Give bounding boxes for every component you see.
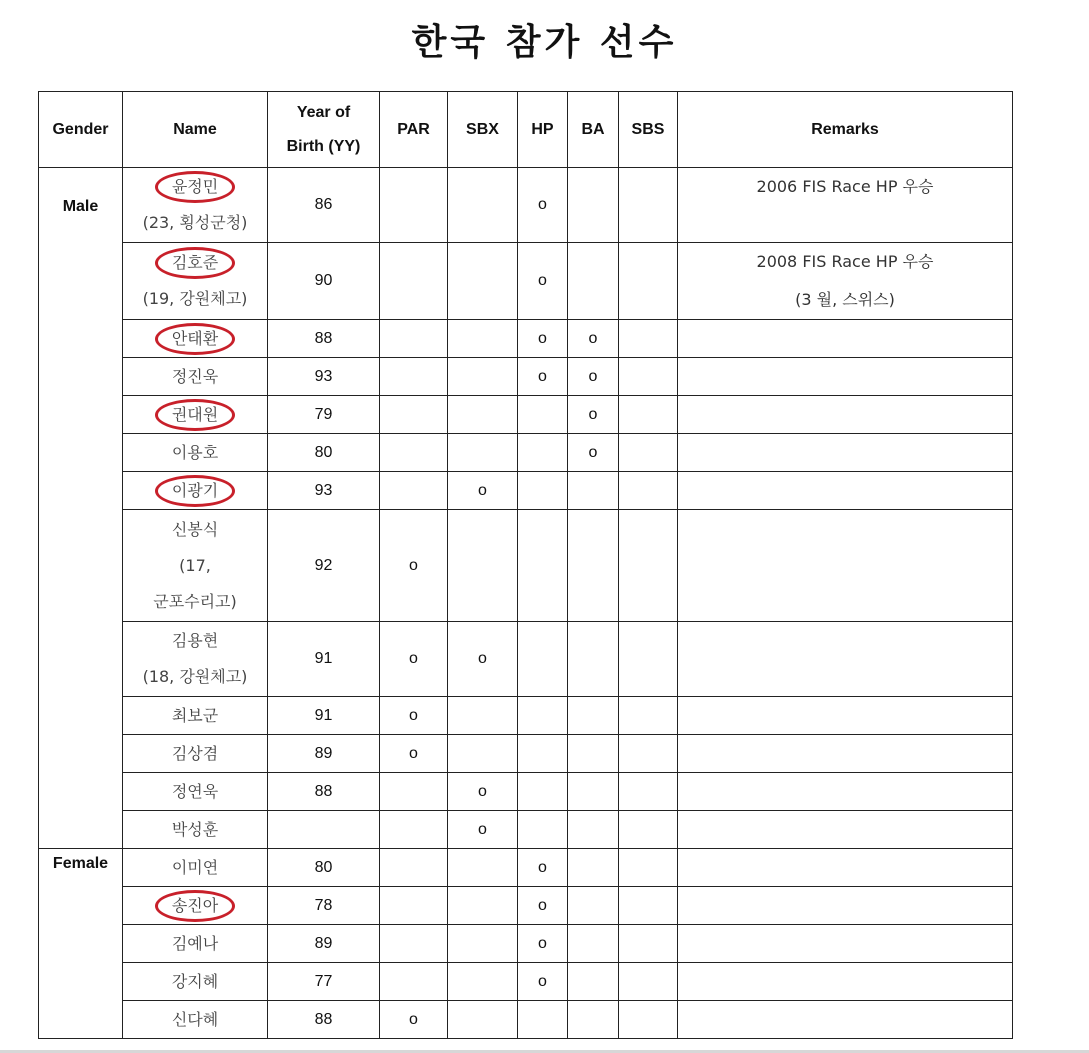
athlete-name: 권대원: [155, 399, 235, 431]
event-sbs-mark: [619, 697, 678, 735]
birth-year: 80: [268, 434, 380, 472]
birth-year: 93: [268, 472, 380, 510]
event-ba-mark: [568, 963, 619, 1001]
event-sbs-mark: [619, 243, 678, 320]
event-ba-mark: [568, 472, 619, 510]
event-sbx-mark: o: [448, 622, 518, 697]
header-par: PAR: [380, 92, 448, 168]
event-sbs-mark: [619, 849, 678, 887]
birth-year: 92: [268, 510, 380, 622]
event-ba-mark: o: [568, 320, 619, 358]
header-year-line2: Birth (YY): [286, 137, 361, 155]
birth-year: 86: [268, 168, 380, 243]
birth-year: 91: [268, 622, 380, 697]
birth-year: 90: [268, 243, 380, 320]
event-sbs-mark: [619, 396, 678, 434]
event-sbx-mark: [448, 510, 518, 622]
event-hp-mark: [518, 472, 568, 510]
event-par-mark: [380, 963, 448, 1001]
athlete-name: 김용현: [171, 631, 219, 650]
header-sbx: SBX: [448, 92, 518, 168]
remarks-cell: [678, 434, 1013, 472]
table-row: [39, 811, 1013, 849]
remark-line: 2006 FIS Race HP 우승: [756, 177, 934, 196]
event-hp-mark: o: [518, 243, 568, 320]
event-sbs-mark: [619, 1001, 678, 1039]
table-row: [39, 773, 1013, 811]
event-sbx-mark: [448, 849, 518, 887]
table-row: [39, 358, 1013, 396]
table-row: [39, 510, 1013, 622]
event-hp-mark: o: [518, 320, 568, 358]
athlete-name-cell: [123, 849, 268, 887]
event-ba-mark: [568, 887, 619, 925]
birth-year: 89: [268, 735, 380, 773]
remarks-cell: [678, 358, 1013, 396]
birth-year: 77: [268, 963, 380, 1001]
event-hp-mark: [518, 735, 568, 773]
athlete-name-cell: [123, 396, 268, 434]
athlete-name-cell: [123, 434, 268, 472]
gender-male: Male: [39, 168, 123, 849]
event-sbs-mark: [619, 168, 678, 243]
athlete-name-cell: [123, 697, 268, 735]
athlete-name: 김예나: [171, 933, 219, 953]
birth-year: 88: [268, 320, 380, 358]
event-par-mark: [380, 168, 448, 243]
remarks-cell: [678, 849, 1013, 887]
athlete-name: 송진아: [155, 890, 235, 922]
header-hp: HP: [518, 92, 568, 168]
header-year-line1: Year of: [296, 103, 351, 121]
event-sbx-mark: [448, 243, 518, 320]
event-sbx-mark: [448, 320, 518, 358]
event-ba-mark: [568, 697, 619, 735]
athlete-info: 군포수리고): [153, 591, 237, 611]
athlete-name-cell: [123, 168, 268, 243]
event-hp-mark: [518, 396, 568, 434]
table-row: [39, 697, 1013, 735]
remarks-cell: [678, 510, 1013, 622]
event-sbx-mark: o: [448, 811, 518, 849]
event-sbs-mark: [619, 472, 678, 510]
event-hp-mark: [518, 1001, 568, 1039]
header-row: [39, 92, 1013, 168]
event-sbx-mark: [448, 168, 518, 243]
athlete-name: 이미연: [171, 857, 219, 877]
event-ba-mark: [568, 925, 619, 963]
birth-year: 79: [268, 396, 380, 434]
athlete-name-cell: [123, 963, 268, 1001]
remarks-cell: [678, 243, 1013, 320]
event-sbs-mark: [619, 735, 678, 773]
event-par-mark: [380, 925, 448, 963]
table-row: [39, 622, 1013, 697]
event-hp-mark: [518, 811, 568, 849]
page-title: 한국 참가 선수: [411, 22, 678, 63]
event-hp-mark: o: [518, 849, 568, 887]
event-sbs-mark: [619, 622, 678, 697]
athlete-name: 김상겸: [171, 743, 219, 763]
athlete-name-cell: [123, 243, 268, 320]
remarks-cell: [678, 887, 1013, 925]
athlete-name: 안태환: [155, 323, 235, 355]
event-sbx-mark: [448, 887, 518, 925]
athlete-name: 강지혜: [171, 971, 219, 991]
table-row: [39, 963, 1013, 1001]
event-par-mark: [380, 811, 448, 849]
event-ba-mark: [568, 510, 619, 622]
event-sbs-mark: [619, 320, 678, 358]
athlete-name: 신봉식: [171, 519, 219, 539]
athletes-table: [38, 91, 1013, 1039]
event-par-mark: [380, 243, 448, 320]
birth-year: [268, 811, 380, 849]
athlete-name-cell: [123, 1001, 268, 1039]
birth-year: 88: [268, 1001, 380, 1039]
remarks-cell: [678, 925, 1013, 963]
birth-year: 78: [268, 887, 380, 925]
athlete-name: 윤정민: [155, 171, 235, 203]
header-name: Name: [123, 92, 268, 168]
remarks-cell: [678, 396, 1013, 434]
event-hp-mark: o: [518, 963, 568, 1001]
table-row: [39, 243, 1013, 320]
table-row: [39, 434, 1013, 472]
birth-year: 91: [268, 697, 380, 735]
remarks-cell: [678, 168, 1013, 243]
remark-line: 2008 FIS Race HP 우승: [756, 252, 934, 271]
event-sbs-mark: [619, 773, 678, 811]
event-sbx-mark: o: [448, 472, 518, 510]
event-sbs-mark: [619, 925, 678, 963]
remarks-cell: [678, 773, 1013, 811]
event-par-mark: [380, 773, 448, 811]
birth-year: 80: [268, 849, 380, 887]
event-ba-mark: [568, 773, 619, 811]
event-hp-mark: [518, 510, 568, 622]
header-sbs: SBS: [619, 92, 678, 168]
remarks-cell: [678, 697, 1013, 735]
table-row: [39, 168, 1013, 243]
event-hp-mark: [518, 622, 568, 697]
athlete-name-cell: [123, 510, 268, 622]
event-sbx-mark: [448, 1001, 518, 1039]
event-sbx-mark: [448, 735, 518, 773]
event-hp-mark: [518, 434, 568, 472]
header-ba: BA: [568, 92, 619, 168]
event-par-mark: [380, 396, 448, 434]
athlete-name-cell: [123, 472, 268, 510]
header-remarks: Remarks: [678, 92, 1013, 168]
event-par-mark: [380, 434, 448, 472]
event-par-mark: [380, 358, 448, 396]
athlete-name: 정연욱: [171, 781, 219, 801]
table-row: [39, 849, 1013, 887]
event-hp-mark: [518, 773, 568, 811]
table-row: [39, 925, 1013, 963]
remarks-cell: [678, 811, 1013, 849]
athlete-info: (19, 강원체고): [142, 289, 248, 308]
remark-line: (3 월, 스위스): [795, 290, 895, 309]
athlete-info: (18, 강원체고): [142, 667, 248, 686]
gender-female: Female: [39, 849, 123, 1039]
event-ba-mark: [568, 849, 619, 887]
event-sbs-mark: [619, 963, 678, 1001]
remarks-cell: [678, 1001, 1013, 1039]
birth-year: 88: [268, 773, 380, 811]
event-ba-mark: o: [568, 358, 619, 396]
table-row: [39, 320, 1013, 358]
athlete-name-cell: [123, 735, 268, 773]
event-sbs-mark: [619, 434, 678, 472]
athlete-name: 박성훈: [171, 819, 219, 839]
event-sbx-mark: [448, 434, 518, 472]
event-par-mark: o: [380, 510, 448, 622]
event-hp-mark: o: [518, 887, 568, 925]
event-hp-mark: [518, 697, 568, 735]
athletes-body: [39, 168, 1013, 1039]
birth-year: 93: [268, 358, 380, 396]
event-ba-mark: [568, 735, 619, 773]
event-par-mark: [380, 320, 448, 358]
table-row: [39, 1001, 1013, 1039]
event-ba-mark: [568, 811, 619, 849]
event-sbx-mark: [448, 963, 518, 1001]
event-sbs-mark: [619, 811, 678, 849]
athlete-name-cell: [123, 622, 268, 697]
event-sbs-mark: [619, 887, 678, 925]
athlete-info: (23, 횡성군청): [142, 213, 248, 232]
header-gender: Gender: [39, 92, 123, 168]
event-par-mark: o: [380, 1001, 448, 1039]
table-row: [39, 396, 1013, 434]
athlete-name: 김호준: [155, 247, 235, 279]
table-row: [39, 472, 1013, 510]
athlete-name: 이광기: [155, 475, 235, 507]
event-ba-mark: o: [568, 434, 619, 472]
table-row: [39, 735, 1013, 773]
remarks-cell: [678, 320, 1013, 358]
event-ba-mark: [568, 1001, 619, 1039]
event-sbx-mark: [448, 358, 518, 396]
athlete-name-cell: [123, 811, 268, 849]
athlete-name-cell: [123, 320, 268, 358]
event-par-mark: o: [380, 735, 448, 773]
athlete-info: (17,: [179, 555, 211, 575]
athlete-name-cell: [123, 773, 268, 811]
event-sbs-mark: [619, 510, 678, 622]
event-hp-mark: o: [518, 358, 568, 396]
table-row: [39, 887, 1013, 925]
event-par-mark: [380, 849, 448, 887]
athlete-name: 정진욱: [171, 366, 219, 386]
remarks-cell: [678, 735, 1013, 773]
athlete-name-cell: [123, 925, 268, 963]
athlete-name: 이용호: [171, 442, 219, 462]
athlete-name: 신다혜: [171, 1009, 219, 1029]
event-ba-mark: [568, 622, 619, 697]
event-ba-mark: [568, 243, 619, 320]
remarks-cell: [678, 622, 1013, 697]
header-year-of-birth: [268, 92, 380, 168]
event-ba-mark: [568, 168, 619, 243]
athlete-name: 최보군: [171, 705, 219, 725]
event-hp-mark: o: [518, 168, 568, 243]
athlete-name-cell: [123, 358, 268, 396]
remarks-cell: [678, 963, 1013, 1001]
event-sbx-mark: o: [448, 773, 518, 811]
event-sbx-mark: [448, 925, 518, 963]
remarks-cell: [678, 472, 1013, 510]
athlete-name-cell: [123, 887, 268, 925]
event-par-mark: o: [380, 697, 448, 735]
event-sbs-mark: [619, 358, 678, 396]
event-sbx-mark: [448, 697, 518, 735]
event-par-mark: [380, 887, 448, 925]
birth-year: 89: [268, 925, 380, 963]
event-par-mark: [380, 472, 448, 510]
event-ba-mark: o: [568, 396, 619, 434]
event-hp-mark: o: [518, 925, 568, 963]
event-sbx-mark: [448, 396, 518, 434]
event-par-mark: o: [380, 622, 448, 697]
